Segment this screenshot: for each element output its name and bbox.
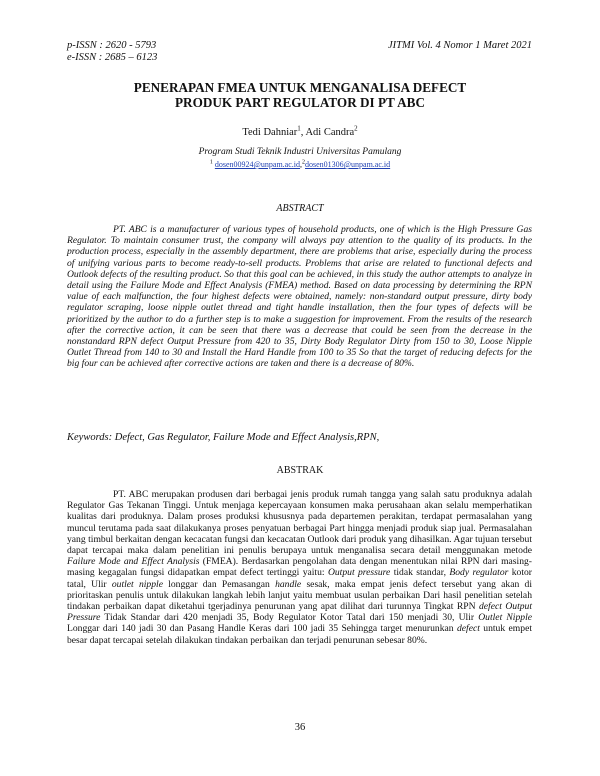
email-list xyxy=(60,160,540,170)
abstrak-italic: outlet nipple xyxy=(111,578,163,590)
abstrak-italic: handle xyxy=(275,578,302,590)
author-separator: , xyxy=(300,127,306,138)
abstrak-run: PT. ABC merupakan produsen dari berbagai jenis produk rumah tangga yang salah satu produknya adalah Regulator Gas Tekanan Tinggi. Untuk menjaga kepercayaan konsumen maka perusahaan akan selalu memperhatikan kualitas dari produknya. Dalam proses produksi khususnya pada departemen perakitan, terdapat permasalahan yang muncul terutama pada saat dilakukanya proses penyatuan berbagai Part hingga menjadi produk siap jual. Permasalahan yang timbul berkaitan dengan kecacatan fungsi dan kecacatan Outlook dari produk yang dihasilkan. Agar tujuan tersebut dapat tercapai maka dalam penelitian ini penulis berupaya untuk menganalisa secara detail menggunakan metode xyxy=(67,489,532,557)
abstrak-run: sesak, maka empat jenis defect tersebut yang akan di prioritaskan penulis untuk dilakukan langkah lebih lanjut yaitu membuat usulan perbaikan Dari hasil penelitian setelah tindakan perbaikan dapat diketahui tgerjadinya penurunan yang apat dilihat dari turunnya Tingkat RPN xyxy=(67,578,532,613)
abstrak-text xyxy=(67,489,532,646)
abstrak-italic: Body regulator xyxy=(449,567,509,579)
abstrak-italic: defect xyxy=(456,623,480,635)
keywords: Keywords: Defect, Gas Regulator, Failure Mode and Effect Analysis,RPN, xyxy=(67,432,380,443)
p-issn: p-ISSN : 2620 - 5793 xyxy=(67,40,157,51)
abstrak-italic: Outlet Nipple xyxy=(478,612,532,624)
email-link-1[interactable]: dosen00924@unpam.ac.id xyxy=(214,160,300,169)
abstrak-run: kotor tatal, Ulir xyxy=(67,567,532,590)
author-list xyxy=(60,126,540,139)
abstrak-heading: ABSTRAK xyxy=(276,465,324,476)
abstrak-italic: Output pressure xyxy=(327,567,391,579)
email-comma: , xyxy=(300,160,302,169)
email-1-sup: 1 xyxy=(209,159,213,166)
author-2: Adi Candra xyxy=(305,127,355,138)
abstrak-italic: defect Output Pressure xyxy=(67,601,533,624)
title-line-2: PRODUK PART REGULATOR DI PT ABC xyxy=(174,95,425,110)
abstrak-run: longgar dan Pemasangan xyxy=(162,578,276,590)
issn-block xyxy=(67,40,157,64)
email-2-sup: 2 xyxy=(302,159,305,166)
author-1: Tedi Dahniar xyxy=(242,127,298,138)
abstrak-run: untuk empet besar dapat tercapai setelah dilakukan tindakan perbaikan dan terjadi penurunan sebesar 80%. xyxy=(67,623,532,646)
abstrak-italic: Failure Mode and Effect Analysis xyxy=(67,556,200,568)
author-2-sup: 2 xyxy=(354,124,358,133)
abstrak-run: Longgar dari 140 jadi 30 dan Pasang Handle Keras dari 100 jadi 35 Sehingga target menurunkan xyxy=(67,623,457,635)
author-1-sup: 1 xyxy=(297,124,301,133)
abstrak-run: (FMEA). Berdasarkan pengolahan data dengan menentukan nilai RPN dari masing-masing kegagalan fungsi didapatkan empat defect tertinggi yaitu: xyxy=(67,556,532,579)
e-issn: e-ISSN : 2685 – 6123 xyxy=(67,52,158,63)
abstrak-run: Tidak Standar dari 420 menjadi 35, Body Regulator Kotor Tatal dari 150 menjadi 30, Ulir xyxy=(100,612,479,624)
journal-info: JITMI Vol. 4 Nomor 1 Maret 2021 xyxy=(388,40,532,51)
abstract-text: PT. ABC is a manufacturer of various types of household products, one of which is the High Pressure Gas Regulator. To maintain consumer trust, the company will always pay attention to the quality of its products. In the production process, especially in the assembly department, there are problems that arise, especially during the process of unifying various parts to become ready-to-sell products. Problems that arise are related to functional defects and Outlook defects of the resulting product. So that this goal can be achieved, in this study the author attempts to analyze in detail using the Failure Mode and Effect Analysis (FMEA) method. Based on data processing by determining the RPN value of each malfunction, the four highest defects were obtained, namely: non-standard output pressure, dirty body regulator scraping, loose nipple outlet thread and tight handle installation, then the four types of defects will be prioritized by the author to do a further step is to make a suggestion for improvement. From the results of the research after the corrective action, it can be seen that there was a decrease that could be seen from the decrease in the nonstandard RPN defect Output Pressure from 420 to 35, Dirty Body Regulator Dirty from 150 to 30, Loose Nipple Outlet Thread from 140 to 30 and Install the Hard Handle from 100 to 35 So that the target of reducing defects for the big four can be achieved after corrective actions are taken and there is a decrease of 80%. xyxy=(67,224,532,370)
affiliation: Program Studi Teknik Industri Universitas Pamulang xyxy=(198,147,402,157)
abstract-heading: ABSTRACT xyxy=(276,203,324,214)
email-link-2[interactable]: dosen01306@unpam.ac.id xyxy=(305,160,391,169)
title-line-1: PENERAPAN FMEA UNTUK MENGANALISA DEFECT xyxy=(133,80,467,95)
page-number: 36 xyxy=(294,722,306,733)
paper-title xyxy=(60,80,540,110)
abstrak-run: tidak standar, xyxy=(390,567,450,579)
